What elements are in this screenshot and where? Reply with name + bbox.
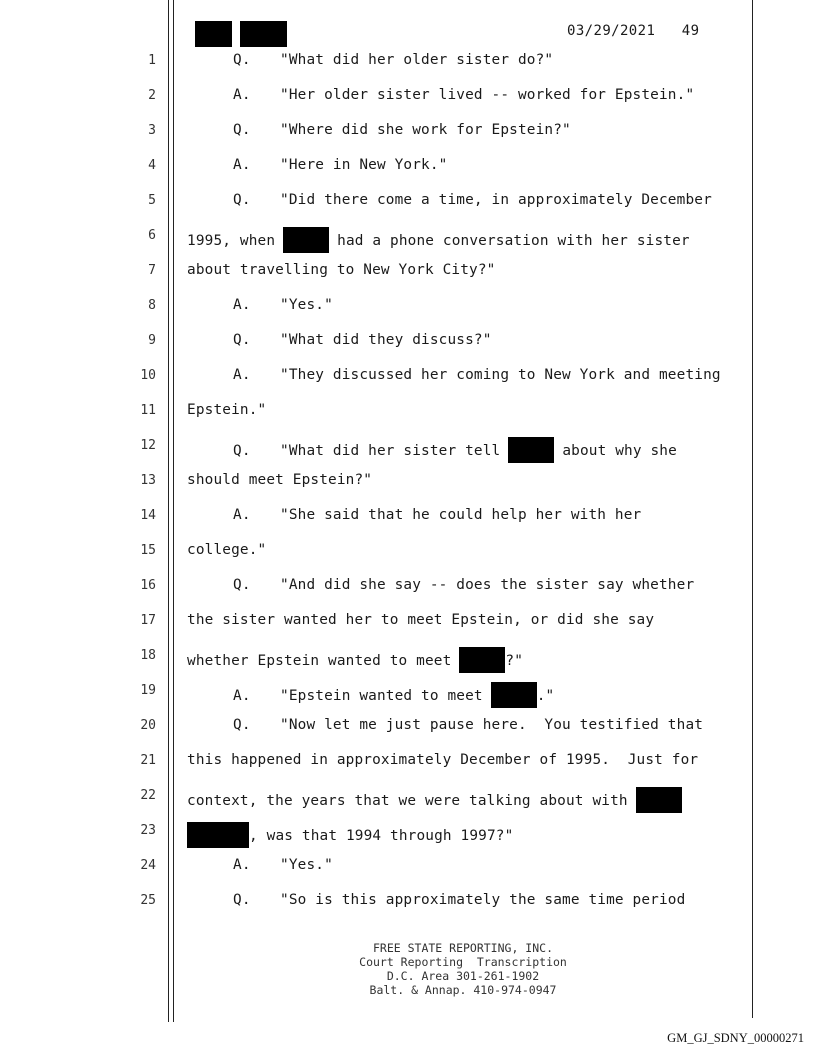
line-content: "What did they discuss?" bbox=[280, 332, 492, 348]
line-number: 12 bbox=[140, 438, 156, 453]
transcript-line bbox=[0, 326, 760, 361]
line-text bbox=[187, 402, 266, 418]
line-text bbox=[233, 857, 333, 873]
speaker-label: Q. bbox=[233, 192, 251, 208]
speaker-label: A. bbox=[233, 157, 251, 173]
redaction-block bbox=[240, 21, 287, 47]
transcript-line bbox=[0, 606, 760, 641]
speaker-label: A. bbox=[233, 688, 251, 704]
speaker-label: A. bbox=[233, 87, 251, 103]
transcript-line bbox=[0, 711, 760, 746]
line-number: 22 bbox=[140, 788, 156, 803]
line-number: 4 bbox=[148, 158, 156, 173]
line-content: "Where did she work for Epstein?" bbox=[280, 122, 571, 138]
line-number: 25 bbox=[140, 893, 156, 908]
line-text bbox=[233, 332, 492, 348]
line-text bbox=[233, 192, 712, 208]
line-content: college." bbox=[187, 542, 267, 558]
transcript-line bbox=[0, 466, 760, 501]
transcript-line bbox=[0, 46, 760, 81]
line-content: "Yes." bbox=[280, 857, 333, 873]
line-text bbox=[233, 577, 694, 593]
line-content: "Epstein wanted to meet bbox=[280, 688, 483, 704]
line-text bbox=[187, 227, 690, 253]
transcript-line bbox=[0, 571, 760, 606]
transcript-line bbox=[0, 291, 760, 326]
transcript-line bbox=[0, 676, 760, 711]
line-content: "Did there come a time, in approximately December bbox=[280, 192, 712, 208]
speaker-label: A. bbox=[233, 507, 251, 523]
line-number: 3 bbox=[148, 123, 156, 138]
header-date-page bbox=[567, 23, 699, 39]
line-content: "Yes." bbox=[280, 297, 333, 313]
redaction-block bbox=[491, 682, 537, 708]
line-content: the sister wanted her to meet Epstein, or did she say bbox=[187, 612, 655, 628]
transcript-line bbox=[0, 256, 760, 291]
line-text bbox=[233, 892, 685, 908]
line-number: 10 bbox=[140, 368, 156, 383]
line-number: 20 bbox=[140, 718, 156, 733]
line-number: 7 bbox=[148, 263, 156, 278]
line-content: about travelling to New York City?" bbox=[187, 262, 496, 278]
line-number: 6 bbox=[148, 228, 156, 243]
reporter-footer bbox=[174, 941, 752, 997]
transcript-line bbox=[0, 781, 760, 816]
line-text bbox=[233, 682, 554, 708]
transcript-line bbox=[0, 221, 760, 256]
line-number: 18 bbox=[140, 648, 156, 663]
speaker-label: Q. bbox=[233, 577, 251, 593]
line-text bbox=[187, 472, 372, 488]
speaker-label: Q. bbox=[233, 892, 251, 908]
speaker-label: Q. bbox=[233, 717, 251, 733]
line-text bbox=[187, 542, 266, 558]
footer-services: Court Reporting Transcription bbox=[359, 955, 567, 969]
transcript-line bbox=[0, 886, 760, 921]
speaker-label: Q. bbox=[233, 443, 251, 459]
line-content: this happened in approximately December of 1995. Just for bbox=[187, 752, 699, 768]
redaction-block bbox=[508, 437, 554, 463]
line-content: ?" bbox=[505, 653, 524, 669]
line-content: Epstein." bbox=[187, 402, 267, 418]
line-content: context, the years that we were talking about with bbox=[187, 793, 628, 809]
line-number: 24 bbox=[140, 858, 156, 873]
line-text bbox=[233, 87, 694, 103]
footer-phone-dc: D.C. Area 301-261-1902 bbox=[386, 969, 540, 983]
line-content: should meet Epstein?" bbox=[187, 472, 373, 488]
redaction-block bbox=[636, 787, 682, 813]
line-text bbox=[233, 52, 553, 68]
speaker-label: Q. bbox=[233, 332, 251, 348]
line-content: "Now let me just pause here. You testified that bbox=[280, 717, 704, 733]
transcript-line bbox=[0, 851, 760, 886]
page-header bbox=[186, 14, 726, 48]
line-number: 13 bbox=[140, 473, 156, 488]
line-content: "Her older sister lived -- worked for Epstein." bbox=[280, 87, 695, 103]
footer-company: FREE STATE REPORTING, INC. bbox=[372, 941, 553, 955]
line-number: 17 bbox=[140, 613, 156, 628]
line-content: "What did her sister tell bbox=[280, 443, 501, 459]
line-text bbox=[187, 647, 523, 673]
line-text bbox=[233, 717, 703, 733]
redaction-block bbox=[195, 21, 232, 47]
line-text bbox=[187, 752, 698, 768]
line-content: "So is this approximately the same time period bbox=[280, 892, 686, 908]
header-date: 03/29/2021 bbox=[567, 23, 656, 39]
redaction-block bbox=[459, 647, 505, 673]
line-number: 9 bbox=[148, 333, 156, 348]
footer-phone-balt: Balt. & Annap. 410-974-0947 bbox=[369, 983, 557, 997]
line-content: ." bbox=[536, 688, 555, 704]
speaker-label: A. bbox=[233, 367, 251, 383]
redaction-block bbox=[283, 227, 329, 253]
line-content: "She said that he could help her with her bbox=[280, 507, 642, 523]
transcript-line bbox=[0, 396, 760, 431]
speaker-label: A. bbox=[233, 857, 251, 873]
transcript-line bbox=[0, 536, 760, 571]
header-page-number: 49 bbox=[681, 23, 700, 39]
bates-number: GM_GJ_SDNY_00000271 bbox=[667, 1031, 804, 1045]
line-text bbox=[233, 437, 677, 463]
line-number: 19 bbox=[140, 683, 156, 698]
transcript-line bbox=[0, 151, 760, 186]
line-text bbox=[187, 822, 513, 848]
line-content: "Here in New York." bbox=[280, 157, 448, 173]
line-number: 14 bbox=[140, 508, 156, 523]
line-content: about why she bbox=[562, 443, 677, 459]
line-text bbox=[187, 612, 654, 628]
line-content: "What did her older sister do?" bbox=[280, 52, 554, 68]
transcript-line bbox=[0, 641, 760, 676]
line-number: 5 bbox=[148, 193, 156, 208]
transcript-line bbox=[0, 361, 760, 396]
line-content: whether Epstein wanted to meet bbox=[187, 653, 452, 669]
transcript-line bbox=[0, 816, 760, 851]
speaker-label: A. bbox=[233, 297, 251, 313]
line-number: 21 bbox=[140, 753, 156, 768]
line-number: 15 bbox=[140, 543, 156, 558]
speaker-label: Q. bbox=[233, 52, 251, 68]
line-number: 1 bbox=[148, 53, 156, 68]
line-text bbox=[233, 122, 571, 138]
line-number: 23 bbox=[140, 823, 156, 838]
line-text bbox=[233, 157, 447, 173]
transcript-line bbox=[0, 81, 760, 116]
line-content: "And did she say -- does the sister say whether bbox=[280, 577, 695, 593]
transcript-line bbox=[0, 186, 760, 221]
transcript-line bbox=[0, 431, 760, 466]
line-number: 16 bbox=[140, 578, 156, 593]
transcript-line bbox=[0, 501, 760, 536]
line-content: had a phone conversation with her sister bbox=[337, 233, 690, 249]
line-number: 8 bbox=[148, 298, 156, 313]
line-content: , was that 1994 through 1997?" bbox=[249, 828, 514, 844]
line-content: 1995, when bbox=[187, 233, 276, 249]
redaction-block bbox=[187, 822, 249, 848]
line-text bbox=[233, 507, 641, 523]
line-number: 11 bbox=[140, 403, 156, 418]
line-text bbox=[187, 262, 496, 278]
line-text bbox=[187, 787, 690, 813]
speaker-label: Q. bbox=[233, 122, 251, 138]
transcript-line bbox=[0, 116, 760, 151]
line-text bbox=[233, 367, 721, 383]
line-number: 2 bbox=[148, 88, 156, 103]
line-content: "They discussed her coming to New York and meeting bbox=[280, 367, 721, 383]
line-text bbox=[233, 297, 333, 313]
transcript-line bbox=[0, 746, 760, 781]
